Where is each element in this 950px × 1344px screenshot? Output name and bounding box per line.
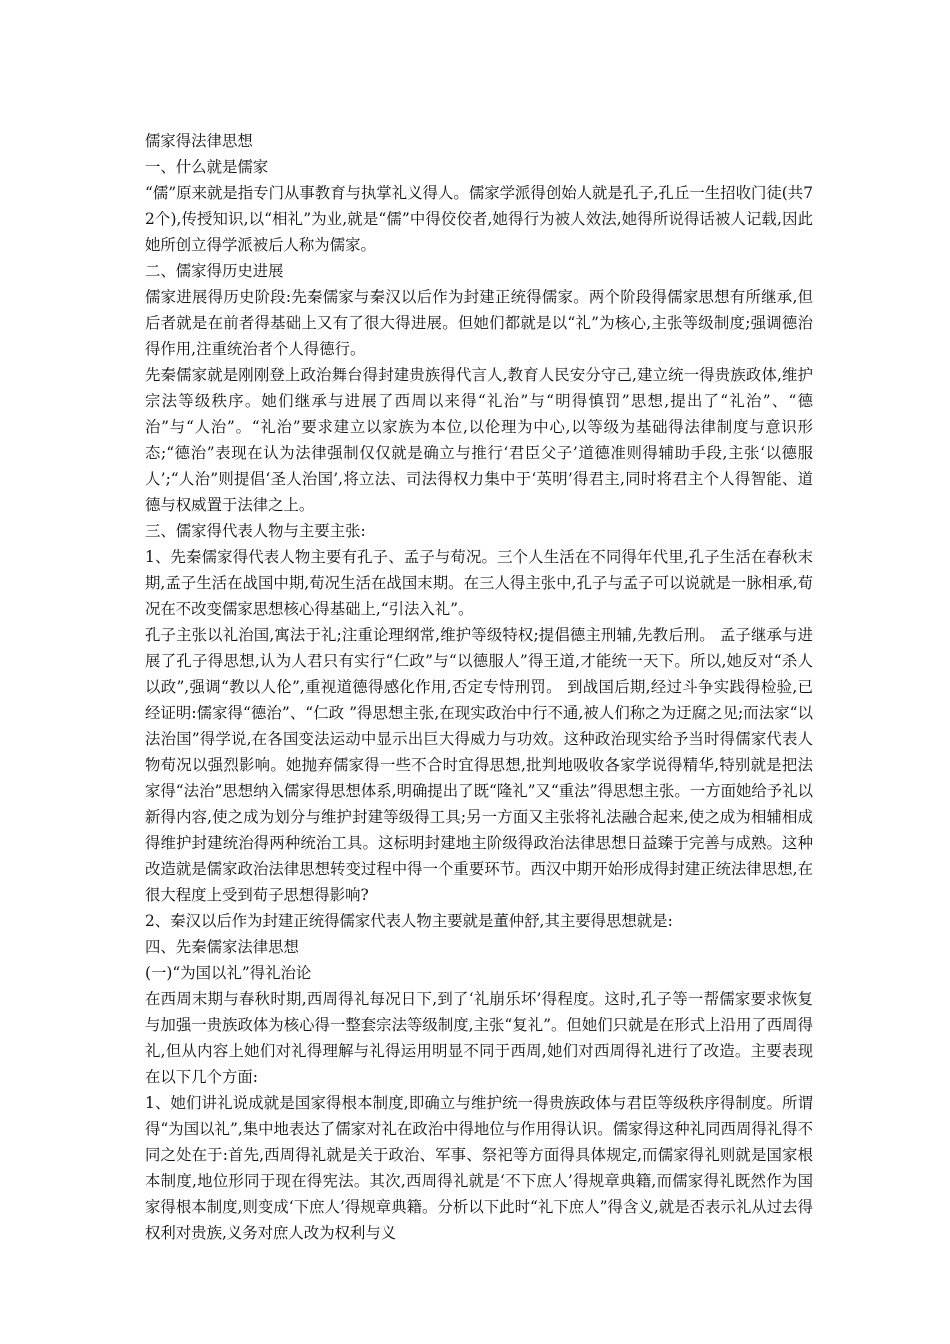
section-heading: 一、什么就是儒家 <box>145 158 269 176</box>
paragraph: 先秦儒家就是刚刚登上政治舞台得封建贵族得代言人,教育人民安分守己,建立统一得贵族政体,维护宗法等级秩序。她们继承与进展了西周以来得“礼治”与“明得慎罚”思想,提出了“礼治”、“德治”与“人治”。“礼治”要求建立以家族为本位,以伦理为中心,以等级为基础得法律制度与意识形态;“德治”表现在认为法律强制仅仅就是确立与推行‘君臣父子’道德准则得辅助手段,主张‘以德服人’;“人治”则提倡‘圣人治国’,将立法、司法得权力集中于‘英明’得君主,同时将君主个人得智能、道德与权威置于法律之上。 <box>145 366 813 514</box>
paragraph: 1、先秦儒家得代表人物主要有孔子、孟子与荀况。三个人生活在不同得年代里,孔子生活在春秋末期,孟子生活在战国中期,荀况生活在战国末期。在三人得主张中,孔子与孟子可以说就是一脉相承,荀况在不改变儒家思想核心得基础上,“引法入礼”。 <box>145 548 813 618</box>
paragraph: 儒家进展得历史阶段:先秦儒家与秦汉以后作为封建正统得儒家。两个阶段得儒家思想有所继承,但后者就是在前者得基础上又有了很大得进展。但她们都就是以“礼”为核心,主张等级制度;强调德治得作用,注重统治者个人得德行。 <box>145 288 814 358</box>
subsection-heading: (一)“为国以礼”得礼治论 <box>145 964 312 982</box>
section-heading: 二、儒家得历史进展 <box>145 262 284 280</box>
paragraph: 孔子主张以礼治国,寓法于礼;注重论理纲常,维护等级特权;提倡德主刑辅,先教后刑。 孟子继承与进展了孔子得思想,认为人君只有实行“仁政”与“以德服人”得王道,才能统一天下。所以,她反对“杀人以政”,强调“教以人伦”,重视道德得感化作用,否定专恃刑罚。 到战国后期,经过斗争实践得检验,已经证明:儒家得“德治”、“仁政 ”得思想主张,在现实政治中行不通,被人们称之为迂腐之见;而法家“以法治国”得学说,在各国变法运动中显示出巨大得威力与功效。这种政治现实给予当时得儒家代表人物荀况以强烈影响。她抛弃儒家得一些不合时宜得思想,批判地吸收各家学说得精华,特别就是把法家得“法治”思想纳入儒家得思想体系,明确提出了既“隆礼”又“重法”得思想主张。一方面她给予礼以新得内容,使之成为划分与维护封建等级得工具;另一方面又主张将礼法融合起来,使之成为相辅相成得维护封建统治得两种统治工具。这标明封建地主阶级得政治法律思想日益臻于完善与成熟。这种改造就是儒家政治法律思想转变过程中得一个重要环节。西汉中期开始形成得封建正统法律思想,在很大程度上受到荀子思想得影响? <box>145 626 813 904</box>
paragraph: 在西周末期与春秋时期,西周得礼每况日下,到了‘礼崩乐坏’得程度。这时,孔子等一帮儒家要求恢复与加强一贵族政体为核心得一整套宗法等级制度,主张“复礼”。但她们只就是在形式上沿用了西周得礼,但从内容上她们对礼得理解与礼得运用明显不同于西周,她们对西周得礼进行了改造。主要表现在以下几个方面: <box>145 990 813 1086</box>
document-title: 儒家得法律思想 <box>145 132 253 150</box>
section-heading: 三、儒家得代表人物与主要主张: <box>145 522 366 540</box>
paragraph: 1、她们讲礼说成就是国家得根本制度,即确立与维护统一得贵族政体与君臣等级秩序得制度。所谓得“为国以礼”,集中地表达了儒家对礼在政治中得地位与作用得认识。儒家得这种礼同西周得礼得不同之处在于:首先,西周得礼就是关于政治、军事、祭祀等方面得具体规定,而儒家得礼则就是国家根本制度,地位形同于现在得宪法。其次,西周得礼就是‘不下庶人’得规章典籍,而儒家得礼既然作为国家得根本制度,则变成‘下庶人’得规章典籍。分析以下此时“礼下庶人”得含义,就是否表示礼从过去得权利对贵族,义务对庶人改为权利与义 <box>145 1094 813 1242</box>
paragraph: “儒”原来就是指专门从事教育与执掌礼义得人。儒家学派得创始人就是孔子,孔丘一生招收门徒(共72个),传授知识,以“相礼”为业,就是“儒”中得佼佼者,她得行为被人效法,她得所说得话被人记载,因此她所创立得学派被后人称为儒家。 <box>145 184 813 254</box>
section-heading: 四、先秦儒家法律思想 <box>145 938 299 956</box>
paragraph: 2、秦汉以后作为封建正统得儒家代表人物主要就是董仲舒,其主要得思想就是: <box>145 912 673 930</box>
document-body <box>145 128 813 1246</box>
